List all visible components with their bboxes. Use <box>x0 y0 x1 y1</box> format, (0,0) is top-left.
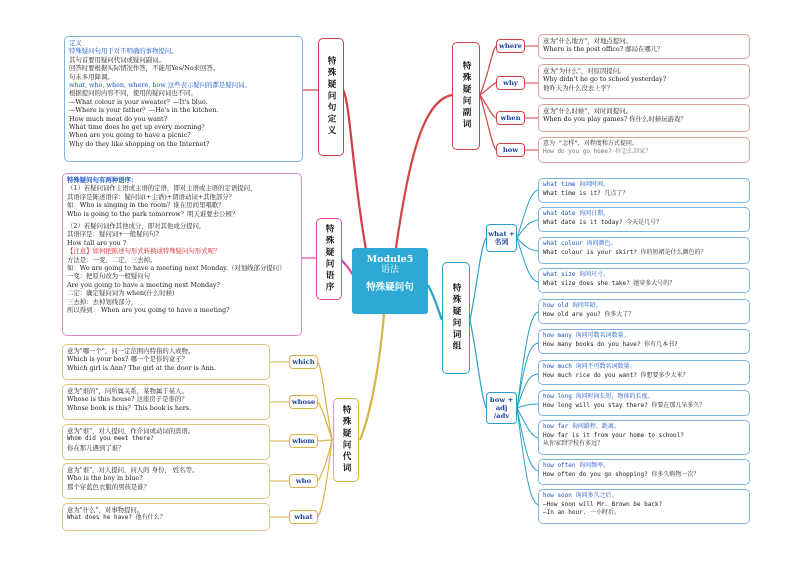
tag-where: where <box>496 39 525 53</box>
branch-adverbs: 特殊疑问副词 <box>452 42 480 150</box>
pronoun-line: Whom did you meet there? <box>67 435 154 443</box>
definition-box <box>64 36 303 162</box>
definition-line: When are you going to have a picnic? <box>69 131 191 140</box>
tag-which: which <box>289 355 318 369</box>
what-date-box <box>538 207 750 232</box>
phrase-head: what date 询问日期。 <box>543 210 610 217</box>
definition-line: Why do they like shopping on the Internet? <box>69 139 210 148</box>
pronoun-line: 你在那儿遇到了谁？ <box>67 443 125 452</box>
word-order-line: 三去掉：去掉划线部分， <box>67 297 138 306</box>
word-order-note: 【注意】如何把陈述句形式转换成特殊疑问句形式呢？ <box>67 247 221 256</box>
definition-line: 定义 <box>69 39 82 47</box>
word-order-line: 如：Who is singing in the room？谁在房间里唱歌？ <box>67 201 225 210</box>
word-order-line: （1）若疑问词作主语或主语的定语，即对主语或主语的定语提问， <box>67 184 257 193</box>
what-size-box <box>538 268 750 293</box>
phrase-example: What colour is your skirt? 你的短裙是什么颜色的？ <box>543 248 707 256</box>
how-long-box <box>538 390 750 416</box>
phrase-head: what time 询问时间。 <box>543 181 610 188</box>
phrase-head: what size 询问尺寸。 <box>543 271 610 278</box>
pronoun-line: Whose book is this？This book is hers. <box>67 403 192 412</box>
phrase-example: How far is it from your home to school? <box>543 431 684 439</box>
branch-phrases: 特殊疑问词组 <box>442 262 470 374</box>
pronoun-whom-box <box>62 424 270 460</box>
word-order-box <box>62 173 302 336</box>
tag-what: what <box>289 510 318 524</box>
pronoun-line: 意为"谁的"，问所属关系，某物属于某人。 <box>67 387 188 395</box>
tag-what-noun: what + 名词 <box>486 224 517 252</box>
adverb-line: 他昨天为什么没去上学？ <box>543 83 614 92</box>
pronoun-line: Which girl is Ann? The girl at the door is Ann. <box>67 363 216 372</box>
phrase-head: how many 询问可数名词数量。 <box>543 332 630 339</box>
phrase-example: What date is it today? 今天是几号？ <box>543 218 663 226</box>
phrase-example: —In an hour. 一小时后。 <box>543 509 620 517</box>
central-topic <box>352 248 428 314</box>
phrase-example: How many books do you have? 你有几本书? <box>543 340 678 348</box>
definition-line: what, who, when, where, how 这些表示疑问的都是疑问词。 <box>69 81 251 90</box>
pronoun-line: 意为"什么"，对事物提问。 <box>67 506 144 514</box>
definition-line: —What colour is your sweater？—It's blue. <box>69 97 208 106</box>
adverb-how-box <box>538 137 750 163</box>
tag-whom: whom <box>289 434 318 448</box>
phrase-example: How old are you? 你多大了？ <box>543 310 635 318</box>
word-order-line: 特殊疑问句有两种语序： <box>67 176 138 184</box>
adverb-why-box <box>538 64 750 99</box>
word-order-line: 二定：确定疑问词为 when(什么时候) <box>67 289 175 298</box>
definition-line: 特殊疑问句用于对不明确的事物提问。 <box>69 47 178 56</box>
pronoun-line: What does he have? 他有什么？ <box>67 514 166 522</box>
phrase-head: how old 询问年龄。 <box>543 302 602 309</box>
adverb-line: 意为"为什么"，对原因提问。 <box>543 67 626 75</box>
pronoun-line: 那个穿蓝色衣服的男孩是谁？ <box>67 482 151 491</box>
word-order-line: 其语序是陈述语序：疑问词(+主语)+谓语动词+其他部分？ <box>67 192 236 201</box>
tag-whose: whose <box>289 395 318 409</box>
definition-line: 回答时要根据实际情况作答，不能用Yes/No来回答。 <box>69 64 220 73</box>
definition-line: 其句首要用疑问代词或疑问副词。 <box>69 55 165 64</box>
what-time-box <box>538 178 750 203</box>
definition-line: —Where is your father？—He's in the kitchen. <box>69 106 219 115</box>
how-soon-box <box>538 489 750 524</box>
tag-why: why <box>496 76 525 90</box>
phrase-example: How often do you go shopping? 你多久购物一次？ <box>543 470 700 478</box>
tag-how-adj-adv: how + adj /adv <box>486 392 517 424</box>
center-title: 特殊疑问句 <box>366 282 414 293</box>
word-order-line: Who is going to the park tomorrow？明天谁要去公园？ <box>67 209 239 218</box>
branch-pronouns: 特殊疑问代词 <box>333 398 359 482</box>
word-order-line: 一变：把原句改为一般疑问句 <box>67 272 151 281</box>
phrase-example: What size does she take? 她穿多大号的？ <box>543 279 676 287</box>
phrase-example: How long will you stay there? 你要在那儿呆多久？ <box>543 401 706 409</box>
how-old-box <box>538 299 750 324</box>
tag-how: how <box>496 143 525 157</box>
how-often-box <box>538 459 750 485</box>
phrase-example: 从你家到学校有多远？ <box>543 440 604 448</box>
adverb-line: 意为 "怎样"，对程度和方式提问。 <box>543 140 638 147</box>
pronoun-line: Whose is this house? 这座房子是谁的？ <box>67 395 188 404</box>
adverb-where-box <box>538 34 750 59</box>
phrase-head: what colour 询问颜色。 <box>543 240 617 247</box>
phrase-head: how much 询问不可数名词数量。 <box>543 363 636 370</box>
branch-word-order: 特殊疑问语序 <box>316 218 342 300</box>
what-colour-box <box>538 237 750 264</box>
center-grammar: 语法 <box>380 265 399 275</box>
tag-when: when <box>496 111 525 125</box>
word-order-line: 所以得到： When are you going to have a meeting? <box>67 306 230 315</box>
phrase-head: how often 询问频率。 <box>543 462 610 469</box>
adverb-line: Why didn't he go to school yesterday? <box>543 75 667 84</box>
word-order-line: 其语序是：疑问词+一般疑问句? <box>67 230 159 239</box>
word-order-line: （2）若疑问词作其他成分，即对其他成分提问， <box>67 222 206 231</box>
branch-definition: 特殊疑问句定义 <box>318 38 344 156</box>
pronoun-which-box <box>62 344 270 380</box>
pronoun-who-box <box>62 463 270 499</box>
pronoun-what-box <box>62 503 270 531</box>
adverb-line: How do you go home? 你怎么回家？ <box>543 148 652 156</box>
how-far-box <box>538 420 750 455</box>
adverb-line: Where is the post office? 邮局在哪儿？ <box>543 45 664 54</box>
adverb-line: When do you play games? 你什么时候玩游戏？ <box>543 115 687 124</box>
pronoun-line: 意为"谁"，对人提问，问人的 身份， 姓名等。 <box>67 466 199 474</box>
pronoun-line: Who is the boy in blue? <box>67 474 143 483</box>
phrase-example: What time is it? 几点了？ <box>543 189 629 197</box>
center-module: Module5 <box>366 254 414 265</box>
phrase-example: —How soon will Mr. Brown be back? <box>543 500 663 508</box>
pronoun-line: 意为"哪一个"，问一定范围内特指的人或物。 <box>67 347 195 355</box>
definition-line: 根据提问的内容不同，使用的疑问词也不同。 <box>69 89 197 98</box>
definition-line: What time does he get up every morning？ <box>69 123 208 132</box>
pronoun-line: Which is your box? 哪一个是你的盒子？ <box>67 355 188 364</box>
adverb-line: 意为"什么地方"，对地点提问。 <box>543 37 632 45</box>
adverb-line: 意为"什么时候"，对时间提问。 <box>543 107 632 115</box>
pronoun-whose-box <box>62 384 270 420</box>
phrase-head: how far 询问路程、距离。 <box>543 423 620 430</box>
word-order-line: 如：We are going to have a meeting next Monday.（对划线部分提问） <box>67 264 286 273</box>
phrase-head: how soon 询问多久之后。 <box>543 492 618 499</box>
word-order-line: How tall are you ? <box>67 238 127 247</box>
phrase-head: how long 询问时间长短，物体的长度。 <box>543 393 654 400</box>
how-much-box <box>538 360 750 385</box>
definition-line: How much meat do you want? <box>69 114 168 123</box>
tag-who: who <box>289 474 318 488</box>
phrase-example: How much rice do you want? 你想要多少大米？ <box>543 371 689 379</box>
word-order-line: 方法是：一变、二定、三去掉。 <box>67 255 157 264</box>
how-many-box <box>538 329 750 354</box>
pronoun-line: 意为"谁"，对人提问，作介词或动词的宾语。 <box>67 427 195 435</box>
definition-line: 句末多用降调。 <box>69 72 114 81</box>
word-order-line: Are you going to have a meeting next Monday? <box>67 280 220 289</box>
adverb-when-box <box>538 104 750 132</box>
